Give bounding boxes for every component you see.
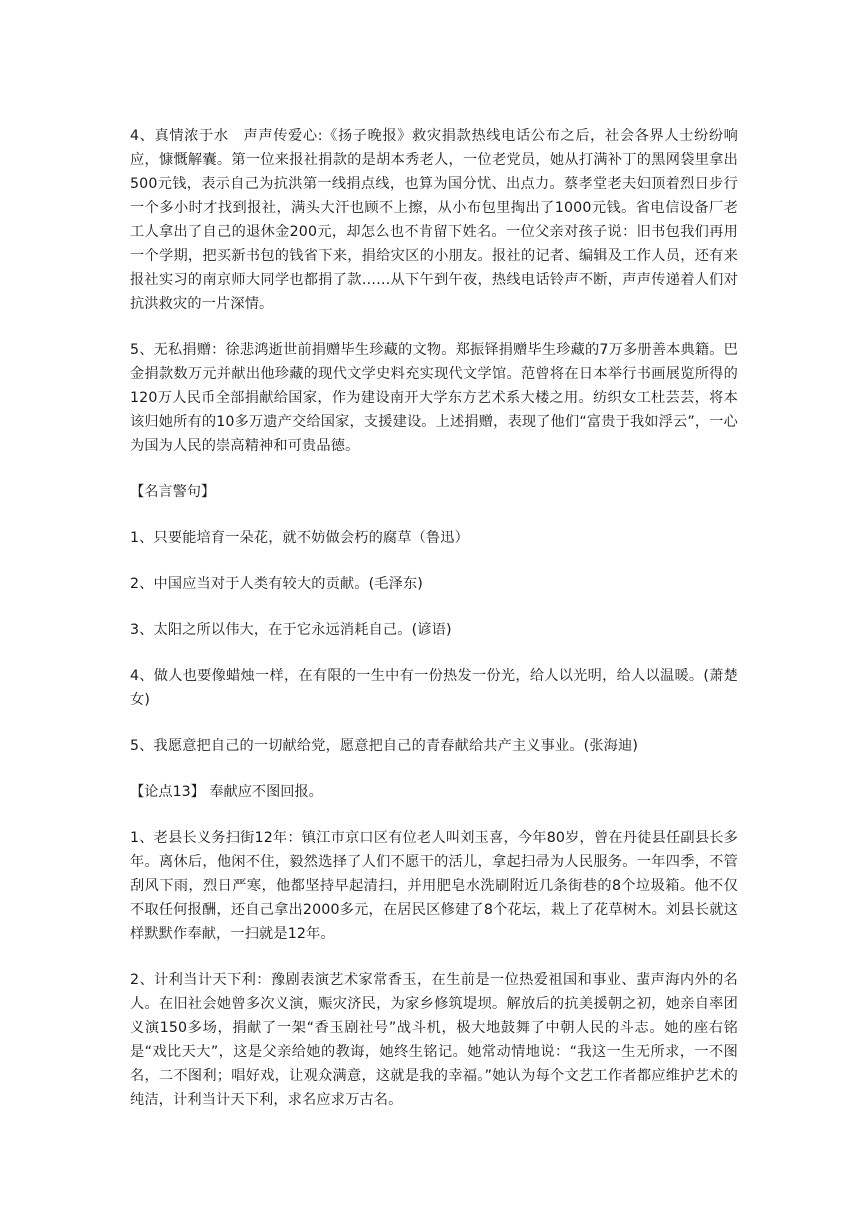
quote-item-5: 5、我愿意把自己的一切献给党，愿意把自己的青春献给共产主义事业。(张海迪) [130, 738, 639, 754]
paragraph-donation-hotline: 4、真情浓于水 声声传爱心:《扬子晚报》救灾捐款热线电话公布之后，社会各界人士纷纷响应，慷慨解囊。第一位来报社捐款的是胡本秀老人，一位老党员，她从打满补丁的黑网袋里拿出500元钱，表示自己为抗洪第一线捐点线，也算为国分忧、出点力。蔡孝堂老夫妇顶着烈日步行一个多小时才找到报社，满头大汗也顾不上擦，从小布包里掏出了1000元钱。省电信设备厂老工人拿出了自己的退休金200元，却怎么也不肯留下姓名。一位父亲对孩子说：旧书包我们再用一个学期，把买新书包的钱省下来，捐给灾区的小朋友。报社的记者、编辑及工作人员，还有来报社实习的南京师大同学也都捐了款……从下午到午夜，热线电话铃声不断，声声传递着人们对抗洪救灾的一片深情。 [130, 128, 738, 312]
quote-item-4: 4、做人也要像蜡烛一样，在有限的一生中有一份热发一份光，给人以光明，给人以温暖。(萧楚女) [130, 668, 738, 708]
paragraph-chang-xiangyu: 2、计利当计天下利：豫剧表演艺术家常香玉，在生前是一位热爱祖国和事业、蜚声海内外的名人。在旧社会她曾多次义演，赈灾济民，为家乡修筑堤坝。解放后的抗美援朝之初，她亲自率团义演150多场，捐献了一架“香玉剧社号”战斗机，极大地鼓舞了中朝人民的斗志。她的座右铭是“戏比天大”，这是父亲给她的教诲，她终生铭记。她常动情地说：“我这一生无所求，一不图名，二不图利；唱好戏，让观众满意，这就是我的幸福。”她认为每个文艺工作者都应维护艺术的纯洁，计利当计天下利，求名应求万古名。 [130, 972, 738, 1108]
section-heading-quotes: 【名言警句】 [130, 484, 216, 500]
quote-item-1: 1、只要能培育一朵花，就不妨做会朽的腐草（鲁迅） [130, 530, 469, 546]
quote-item-3: 3、太阳之所以伟大，在于它永远消耗自己。(谚语) [130, 622, 452, 638]
quote-item-2: 2、中国应当对于人类有较大的贡献。(毛泽东) [130, 576, 423, 592]
paragraph-selfless-donation: 5、无私捐赠：徐悲鸿逝世前捐赠毕生珍藏的文物。郑振铎捐赠毕生珍藏的7万多册善本典籍。巴金捐款数万元并献出他珍藏的现代文学史料充实现代文学馆。范曾将在日本举行书画展览所得的120万人民币全部捐献给国家，作为建设南开大学东方艺术系大楼之用。纺织女工杜芸芸，将本该归她所有的10多万遗产交给国家，支援建设。上述捐赠，表现了他们“富贵于我如浮云”，一心为国为人民的崇高精神和可贵品德。 [130, 342, 738, 454]
paragraph-county-head-sweeping: 1、老县长义务扫街12年：镇江市京口区有位老人叫刘玉喜，今年80岁，曾在丹徒县任副县长多年。离休后，他闲不住，毅然选择了人们不愿干的活儿，拿起扫帚为人民服务。一年四季，不管刮风下雨，烈日严寒，他都坚持早起清扫，并用肥皂水洗刷附近几条街巷的8个垃圾箱。他不仅不取任何报酬，还自己拿出2000多元，在居民区修建了8个花坛，栽上了花草树木。刘县长就这样默默作奉献，一扫就是12年。 [130, 830, 738, 942]
section-heading-argument-13: 【论点13】 奉献应不图回报。 [130, 784, 323, 800]
